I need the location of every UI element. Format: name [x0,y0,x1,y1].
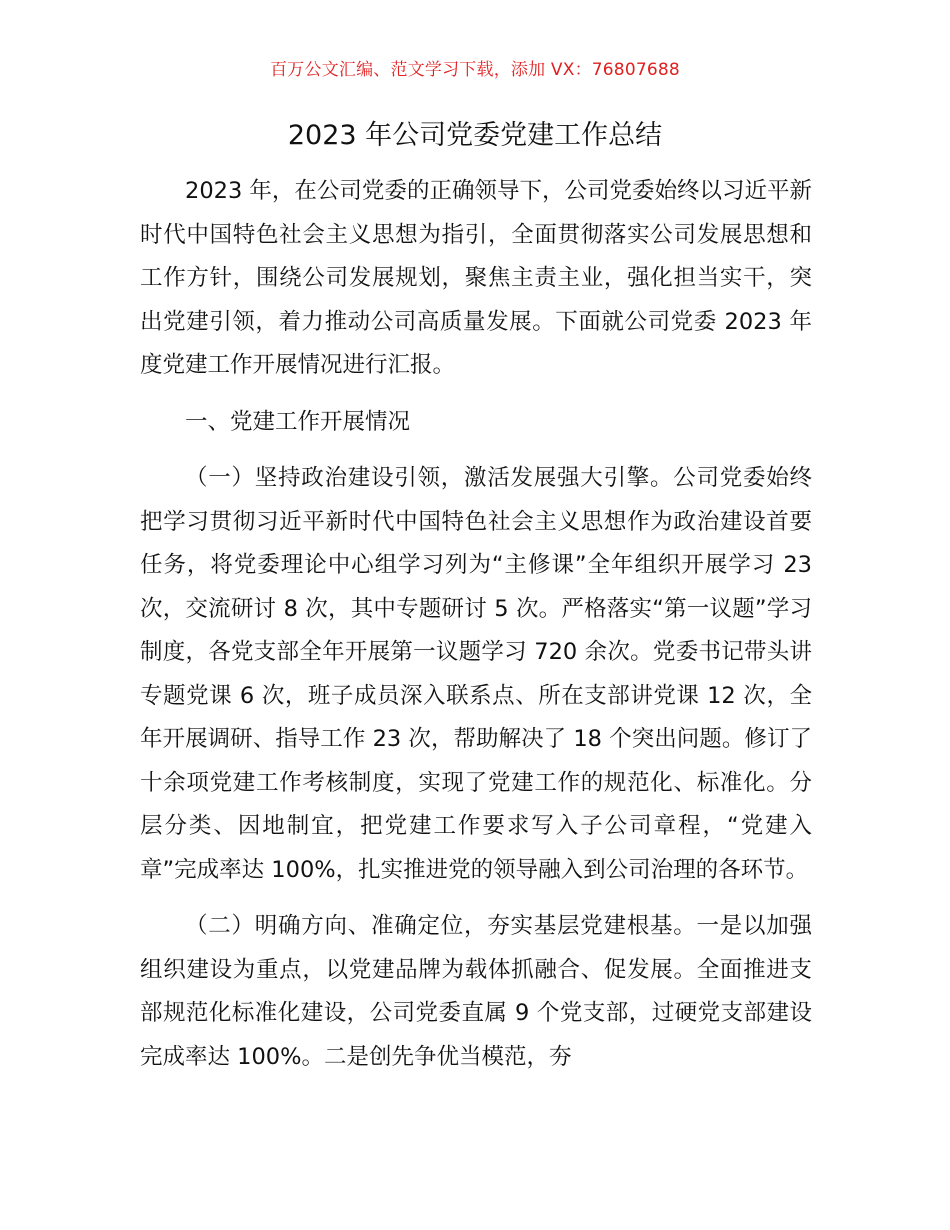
paragraph-section-1-2: （二）明确方向、准确定位，夯实基层党建根基。一是以加强组织建设为重点，以党建品牌为载体抓融合、促发展。全面推进支部规范化标准化建设，公司党委直属 9 个党支部，过硬党支部建设完成率达 100%。二是创先争优当模范，夯 [140,913,812,1070]
paragraph-intro: 2023 年，在公司党委的正确领导下，公司党委始终以习近平新时代中国特色社会主义思想为指引，全面贯彻落实公司发展思想和工作方针，围绕公司发展规划，聚焦主责主业，强化担当实干，突出党建引领，着力推动公司高质量发展。下面就公司党委 2023 年度党建工作开展情况进行汇报。 [140,178,812,378]
document-body [140,170,812,1079]
header-banner: 百万公文汇编、范文学习下载，添加 VX：76807688 [270,60,680,80]
section-heading-1: 一、党建工作开展情况 [185,408,411,435]
paragraph-section-1-1: （一）坚持政治建设引领，激活发展强大引擎。公司党委始终把学习贯彻习近平新时代中国特色社会主义思想作为政治建设首要任务，将党委理论中心组学习列为“主修课”全年组织开展学习 23 次，交流研讨 8 次，其中专题研讨 5 次。严格落实“第一议题”学习制度，各党支部全年开展第一议题学习 720 余次。党委书记带头讲专题党课 6 次，班子成员深入联系点、所在支部讲党课 12 次，全年开展调研、指导工作 23 次，帮助解决了 18 个突出问题。修订了十余项党建工作考核制度，实现了党建工作的规范化、标准化。分层分类、因地制宜，把党建工作要求写入子公司章程，“党建入章”完成率达 100%，扎实推进党的领导融入到公司治理的各环节。 [140,465,812,883]
document-title: 2023 年公司党委党建工作总结 [287,120,663,151]
